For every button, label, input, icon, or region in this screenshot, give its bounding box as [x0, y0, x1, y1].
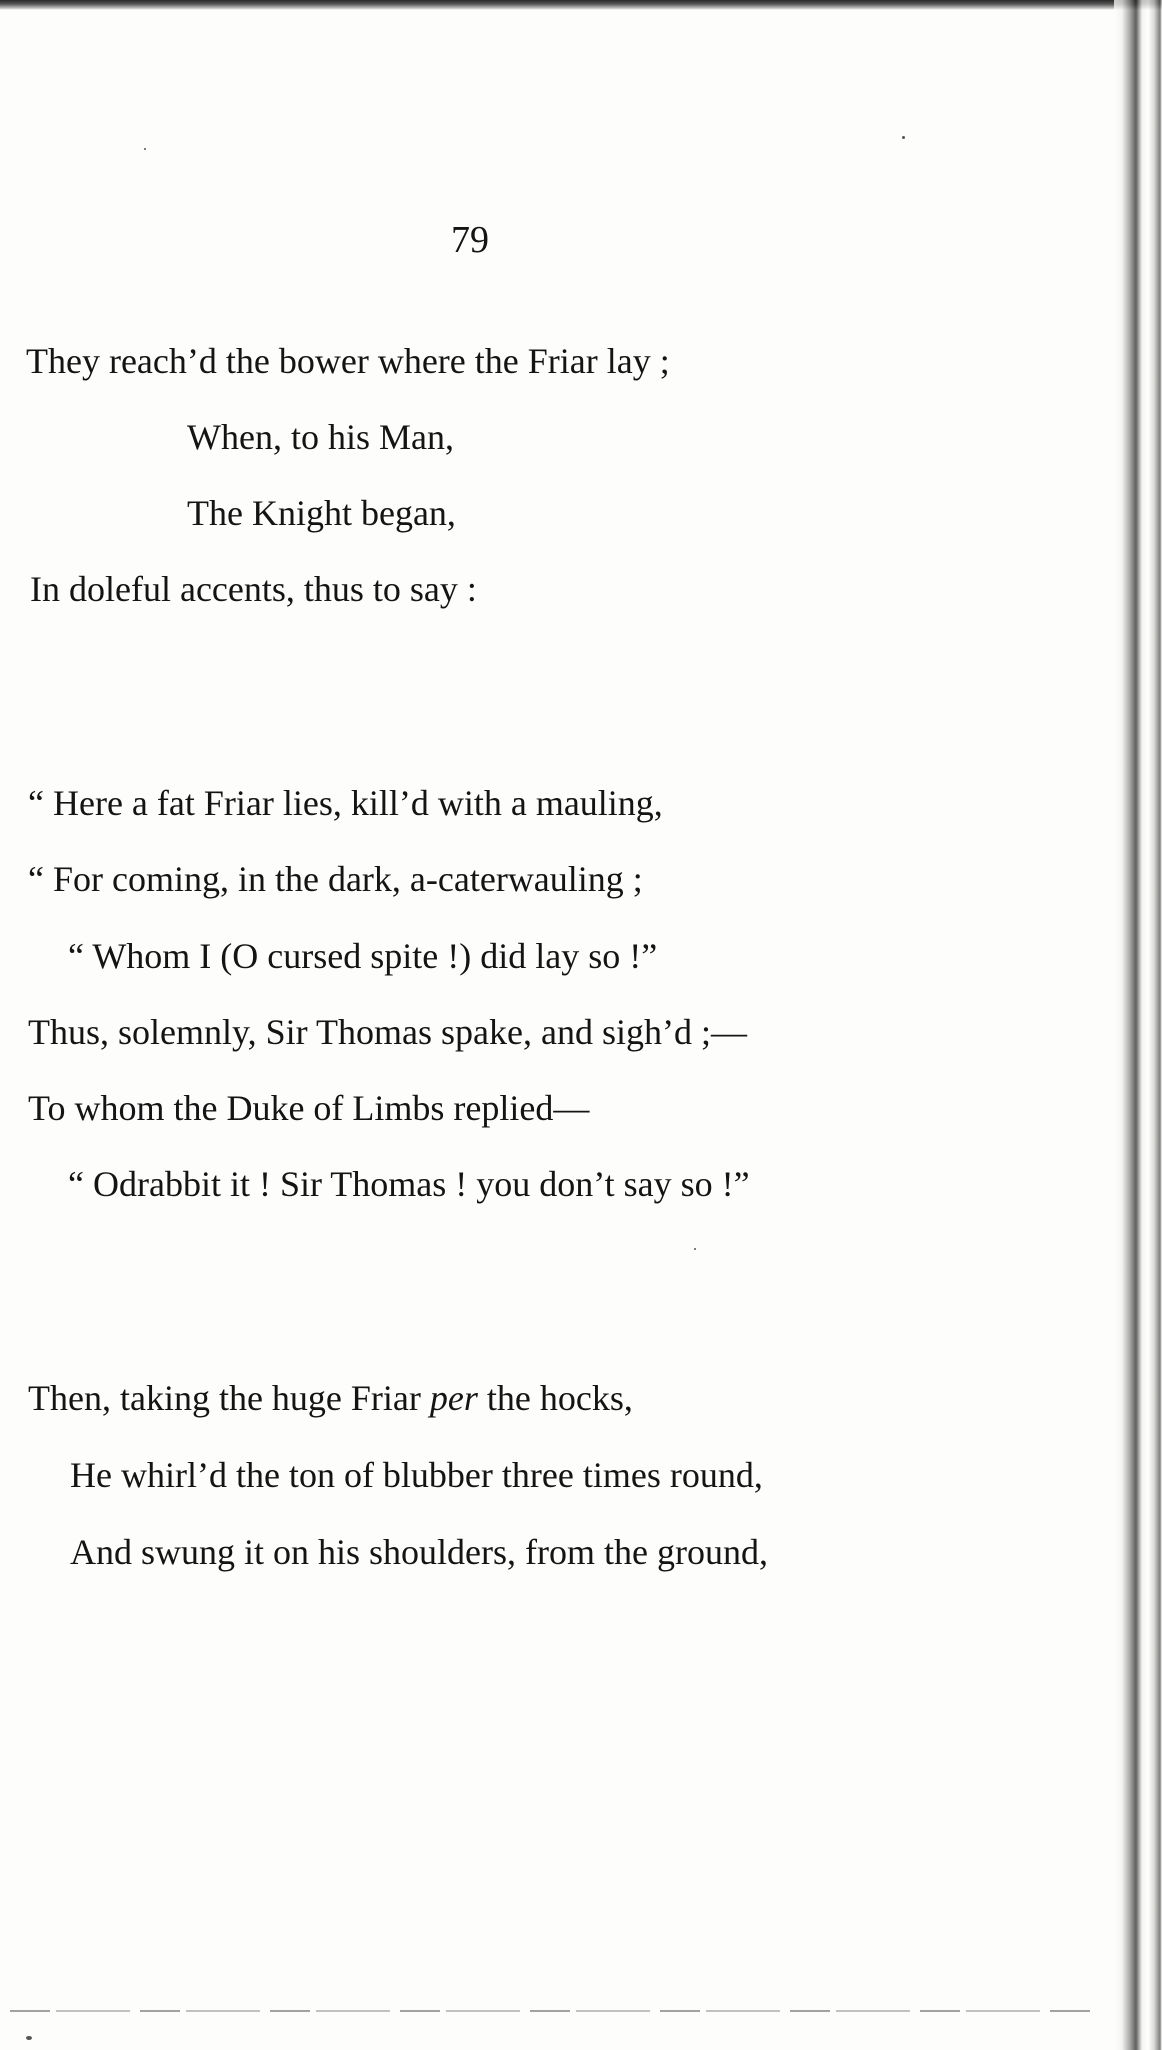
verse-line: “ Odrabbit it ! Sir Thomas ! you don’t say so !” [68, 1164, 750, 1204]
verse-line: “ Here a fat Friar lies, kill’d with a mauling, [28, 783, 663, 823]
page-number: 79 [451, 219, 489, 261]
verse-line: And swung it on his shoulders, from the ground, [70, 1532, 768, 1572]
ink-speck [144, 148, 146, 150]
verse-line-italic: per [429, 1378, 478, 1418]
page-bottom-edge [10, 2010, 1090, 2012]
ink-speck [902, 136, 905, 139]
verse-line-text: Then, taking the huge Friar [28, 1378, 430, 1418]
verse-line: To whom the Duke of Limbs replied— [28, 1088, 590, 1128]
verse-line: When, to his Man, [187, 417, 454, 457]
verse-line: “ Whom I (O cursed spite !) did lay so !” [68, 936, 658, 976]
verse-line: In doleful accents, thus to say : [30, 569, 477, 609]
ink-speck [26, 2036, 32, 2040]
page-binding-edge [1114, 0, 1162, 2050]
verse-line: The Knight began, [187, 493, 456, 533]
verse-line [28, 1380, 633, 1416]
verse-line: He whirl’d the ton of blubber three times round, [70, 1455, 763, 1495]
verse-line: “ For coming, in the dark, a-caterwauling ; [28, 859, 643, 899]
verse-line: They reach’d the bower where the Friar lay ; [26, 341, 670, 381]
verse-line: Thus, solemnly, Sir Thomas spake, and sigh’d ;— [28, 1012, 747, 1052]
page-top-edge [0, 0, 1162, 10]
verse-line-text: the hocks, [477, 1378, 633, 1418]
ink-speck [694, 1248, 696, 1250]
